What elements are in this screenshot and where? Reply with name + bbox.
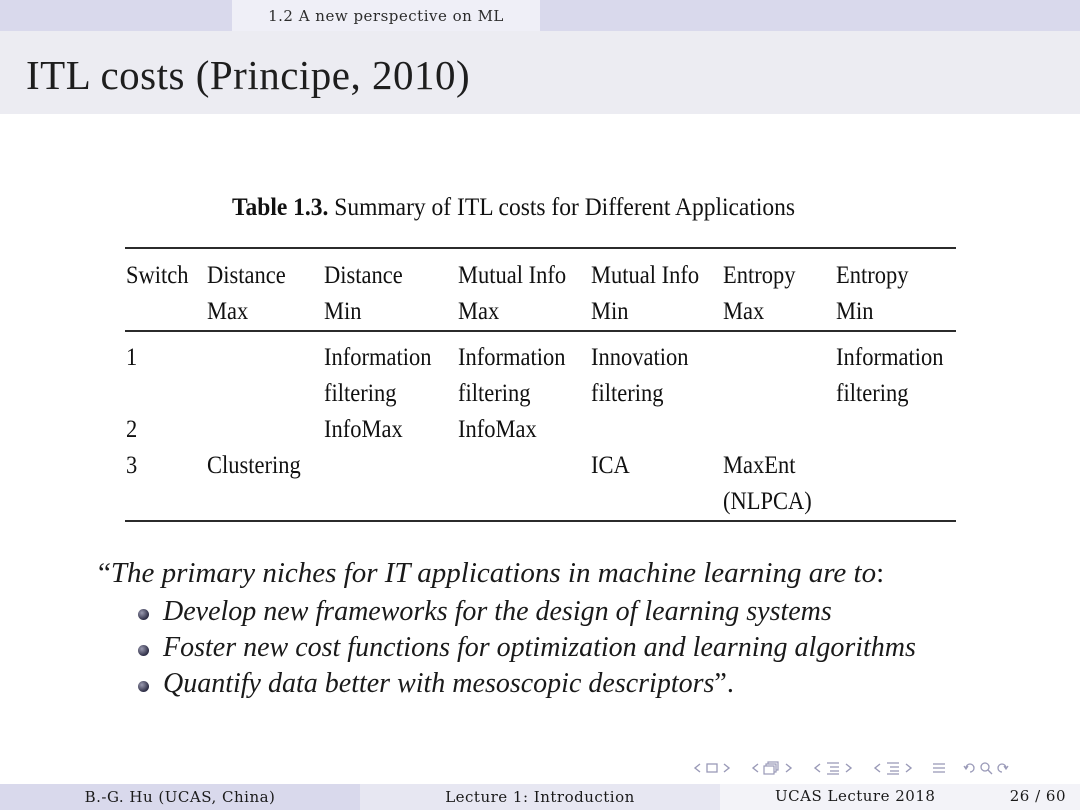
outline-next-icon[interactable] bbox=[902, 761, 916, 775]
footer-lecture-title[interactable]: Lecture 1: Introduction bbox=[360, 784, 720, 810]
tools-nav bbox=[962, 760, 1010, 776]
bullet-dot bbox=[138, 645, 149, 656]
bullet-item: Quantify data better with mesoscopic descriptors”. bbox=[163, 668, 734, 699]
table-header-cell: Distance Min bbox=[324, 262, 403, 325]
search-icon[interactable] bbox=[978, 760, 994, 776]
footer-conference[interactable]: UCAS Lecture 2018 bbox=[775, 787, 936, 805]
section-prev-icon[interactable] bbox=[810, 761, 824, 775]
table-cell: Clustering bbox=[207, 452, 301, 479]
section-label[interactable]: 1.2 A new perspective on ML bbox=[232, 0, 540, 31]
footer-info bbox=[720, 784, 1080, 810]
bullet-item: Develop new frameworks for the design of learning systems bbox=[163, 596, 832, 627]
table-header-cell: Mutual Info Max bbox=[458, 262, 567, 325]
table-cell: Information filtering bbox=[458, 344, 566, 407]
table-cell: Innovation filtering bbox=[591, 344, 689, 407]
table-header-cell: Entropy Min bbox=[836, 262, 909, 325]
table-cell: Information filtering bbox=[836, 344, 944, 407]
quote-open-mark: “ bbox=[98, 557, 111, 589]
redo-icon[interactable] bbox=[994, 760, 1010, 776]
quote-lead bbox=[98, 555, 884, 591]
frame-icon[interactable] bbox=[704, 761, 720, 775]
outline-icon[interactable] bbox=[884, 760, 902, 776]
section-icon[interactable] bbox=[824, 760, 842, 776]
subsection-prev-icon[interactable] bbox=[748, 761, 762, 775]
table-top-rule bbox=[125, 247, 956, 249]
footer-author[interactable]: B.-G. Hu (UCAS, China) bbox=[0, 784, 360, 810]
section-nav bbox=[810, 760, 856, 776]
table-cell: 3 bbox=[126, 452, 138, 479]
align-icon[interactable] bbox=[930, 760, 948, 776]
table-caption bbox=[232, 194, 795, 222]
table-cell: InfoMax bbox=[458, 416, 537, 443]
table-cell: InfoMax bbox=[324, 416, 403, 443]
bullet-dot bbox=[138, 609, 149, 620]
subsection-nav bbox=[748, 760, 796, 776]
table-caption-number: Table 1.3. bbox=[232, 194, 329, 221]
frame-next-icon[interactable] bbox=[720, 761, 734, 775]
table-caption-text: Summary of ITL costs for Different Applications bbox=[328, 194, 796, 221]
quote-close-mark: ”. bbox=[714, 668, 734, 699]
bullet-dot bbox=[138, 681, 149, 692]
bullet-item: Foster new cost functions for optimization and learning algorithms bbox=[163, 632, 916, 663]
table-header-cell: Distance Max bbox=[207, 262, 286, 325]
beamer-navigation bbox=[690, 757, 1024, 779]
quote-text: The primary niches for IT applications in machine learning are to bbox=[110, 557, 877, 589]
align-nav bbox=[930, 760, 948, 776]
table-cell: ICA bbox=[591, 452, 630, 479]
undo-icon[interactable] bbox=[962, 760, 978, 776]
quote-colon: : bbox=[876, 557, 885, 589]
subsection-next-icon[interactable] bbox=[782, 761, 796, 775]
frame-nav bbox=[690, 761, 734, 775]
table-cell: MaxEnt (NLPCA) bbox=[723, 452, 812, 515]
subsection-icon[interactable] bbox=[762, 760, 782, 776]
section-next-icon[interactable] bbox=[842, 761, 856, 775]
slide-title: ITL costs (Principe, 2010) bbox=[26, 52, 471, 98]
outline-prev-icon[interactable] bbox=[870, 761, 884, 775]
table-cell: Information filtering bbox=[324, 344, 432, 407]
outline-nav bbox=[870, 760, 916, 776]
page-number: 26 / 60 bbox=[1009, 787, 1066, 805]
header-strip bbox=[0, 0, 1080, 31]
table-header-cell: Entropy Max bbox=[723, 262, 796, 325]
table-cell: 1 bbox=[126, 344, 138, 371]
table-header-cell: Mutual Info Min bbox=[591, 262, 700, 325]
frame-prev-icon[interactable] bbox=[690, 761, 704, 775]
table-mid-rule bbox=[125, 330, 956, 332]
table-header-cell: Switch bbox=[126, 262, 189, 289]
table-bottom-rule bbox=[125, 520, 956, 522]
table-cell: 2 bbox=[126, 416, 138, 443]
